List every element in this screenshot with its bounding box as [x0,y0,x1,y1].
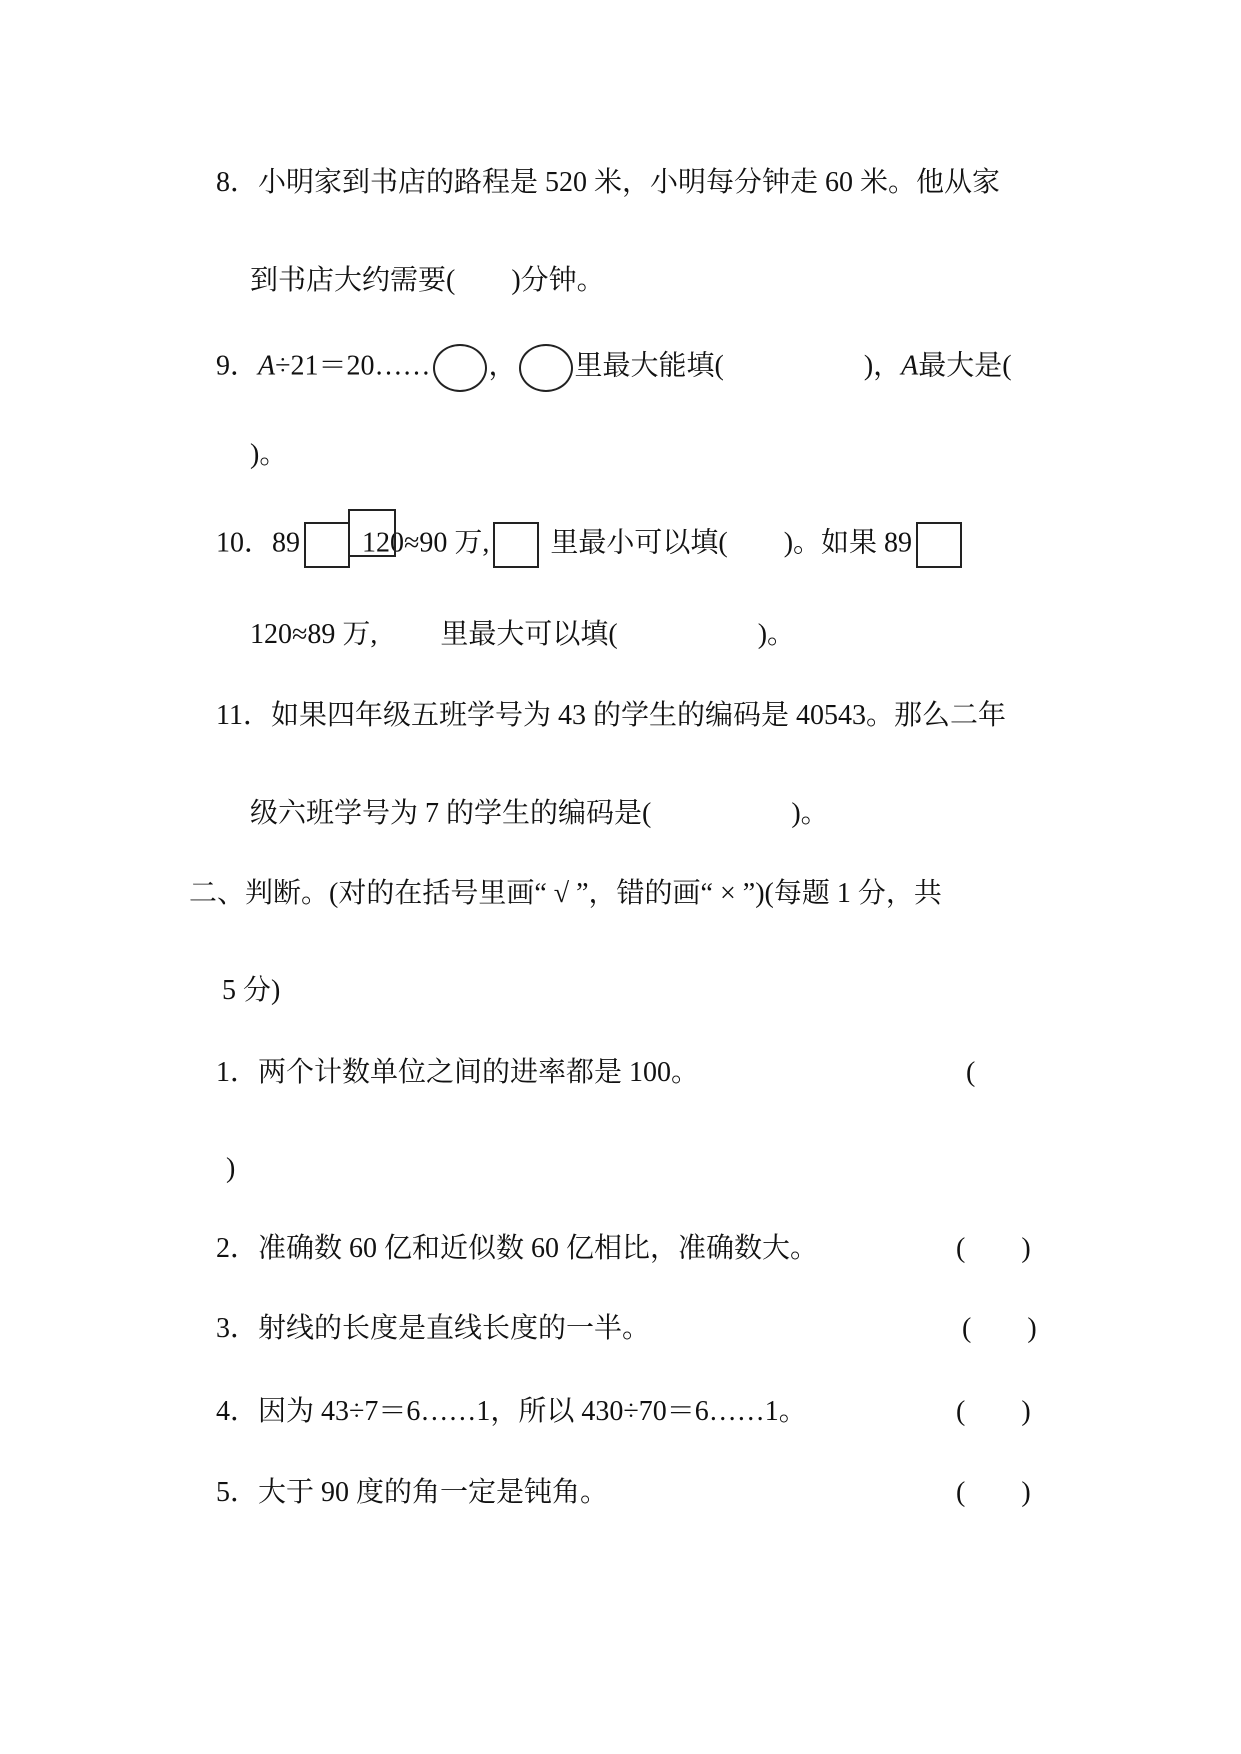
judge-answer-2[interactable]: ( ) [956,1233,1031,1264]
q9-text1: 里最大能填( )， [574,350,902,382]
remainder-circle-blank[interactable] [433,344,487,392]
q9-text2: 最大是( [918,350,1012,382]
digit-box-blank[interactable] [304,522,350,568]
q9-comma: ， [488,350,517,382]
section2-heading: 二、判断。(对的在括号里画“ √ ”，错的画“ × ”)(每题 1 分，共 [189,878,942,909]
q8-line1: 8．小明家到书店的路程是 520 米，小明每分钟走 60 米。他从家 [216,167,1001,198]
q9-line1 [216,344,1012,382]
q9-number: 9． [216,350,259,382]
q10-text1: 里最小可以填( )。如果 89 [543,527,913,559]
square-icon [493,522,539,568]
q9-var-a: A [258,350,276,382]
judge-answer-3[interactable]: ( ) [962,1313,1037,1344]
judge-answer-1-open[interactable]: ( [966,1057,976,1088]
q10-mid: 120≈90 万, [362,527,490,559]
q11-line2: 级六班学号为 7 的学生的编码是( )。 [250,798,829,829]
q9-expr: ÷21＝20…… [275,350,431,382]
digit-box-blank-2[interactable] [916,522,962,568]
judge-answer-4[interactable]: ( ) [956,1396,1031,1427]
q9-line2: )。 [250,439,288,470]
judge-item-3: 3．射线的长度是直线长度的一半。 [216,1313,651,1344]
q10-number: 10．89 [216,527,301,559]
q10-line2: 120≈89 万, 里最大可以填( )。 [250,619,796,650]
judge-answer-5[interactable]: ( ) [956,1477,1031,1508]
judge-item-1: 1．两个计数单位之间的进率都是 100。 [216,1057,700,1088]
q9-var-a2: A [901,350,919,382]
judge-item-4: 4．因为 43÷7＝6……1，所以 430÷70＝6……1。 [216,1396,807,1427]
section2-heading-cont: 5 分) [222,975,281,1006]
q8-line2: 到书店大约需要( )分钟。 [250,265,605,296]
judge-item-2: 2．准确数 60 亿和近似数 60 亿相比，准确数大。 [216,1233,819,1264]
circle-icon [519,344,573,392]
q11-line1: 11．如果四年级五班学号为 43 的学生的编码是 40543。那么二年 [216,700,1006,731]
q10-line1 [216,521,966,559]
judge-item-5: 5．大于 90 度的角一定是钝角。 [216,1477,609,1508]
square-icon [348,509,396,557]
judge-answer-1-close[interactable]: ) [226,1153,236,1184]
